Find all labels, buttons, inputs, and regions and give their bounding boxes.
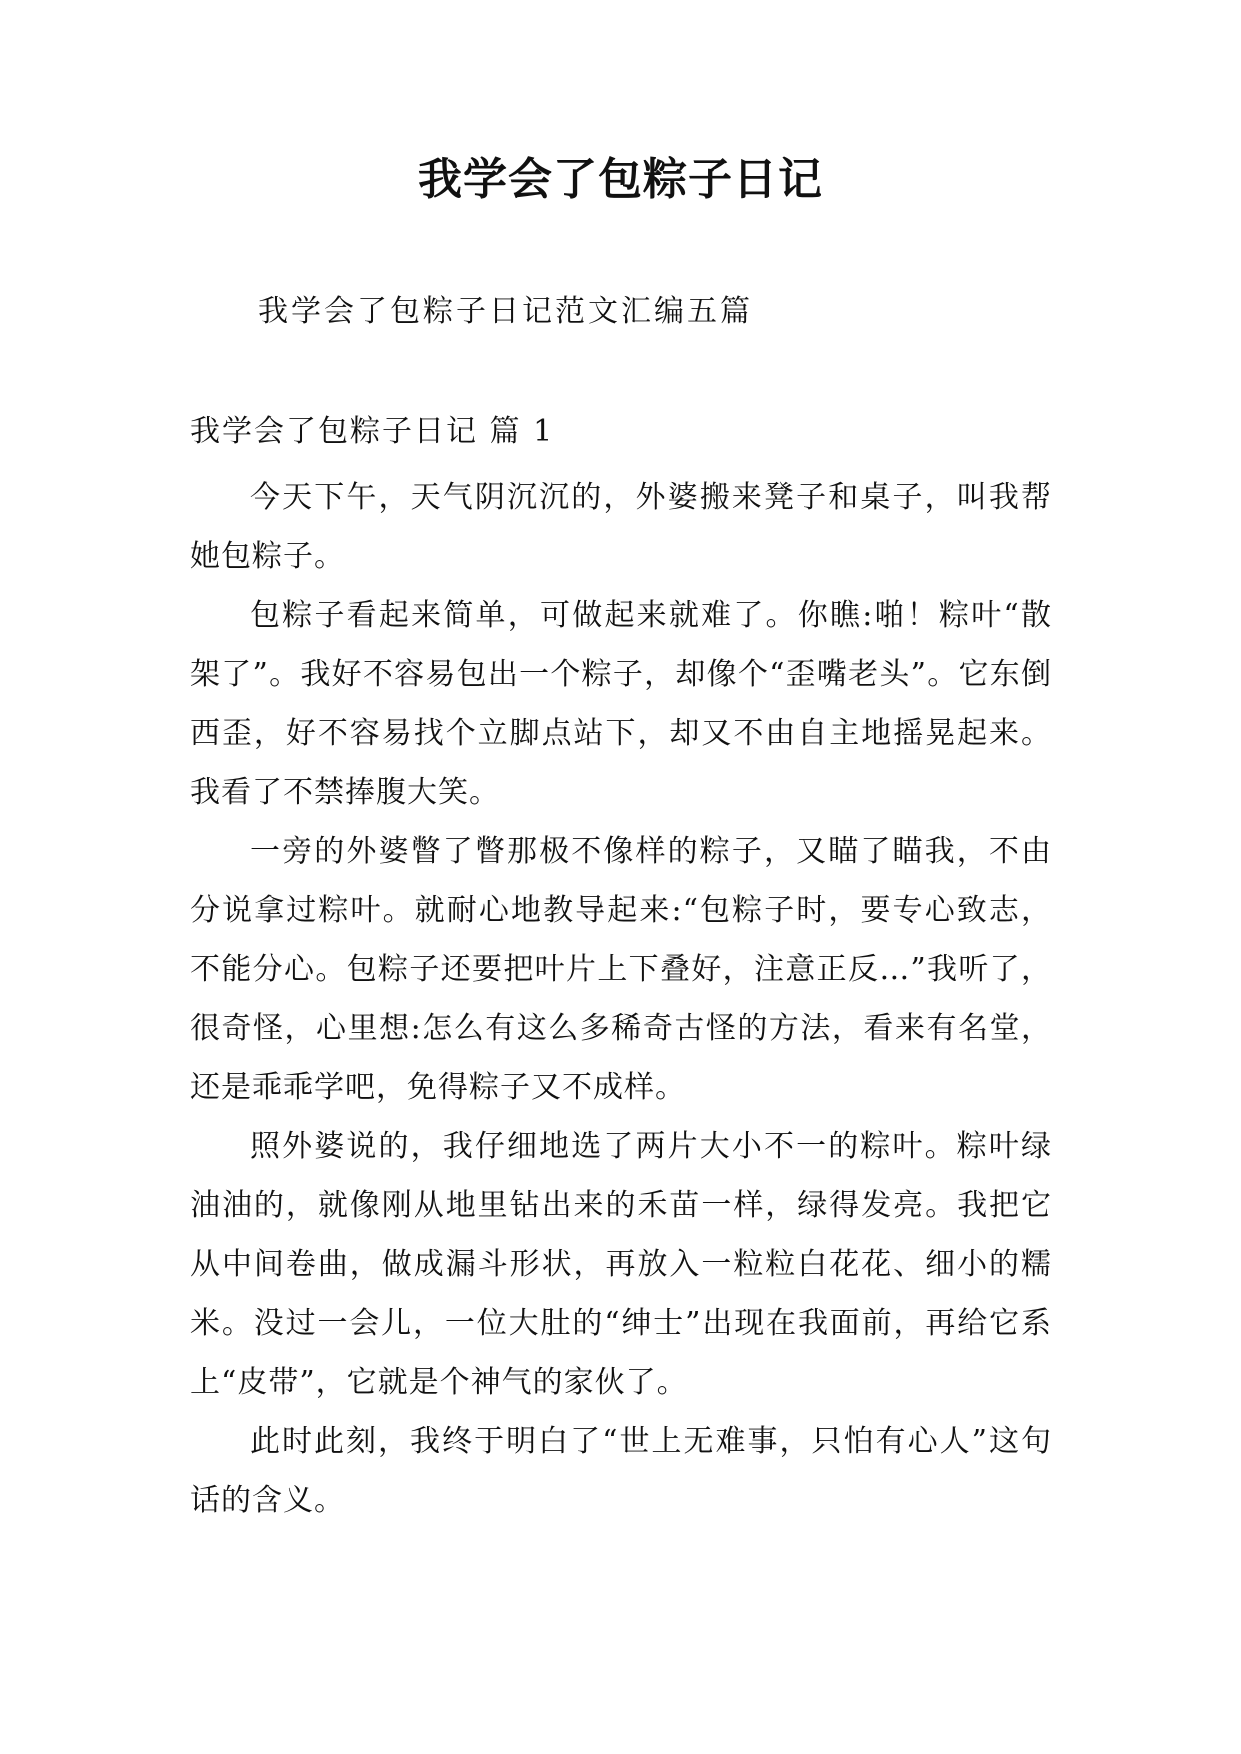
paragraph: 包粽子看起来简单，可做起来就难了。你瞧:啪！粽叶“散架了”。我好不容易包出一个粽子，却像个“歪嘴老头”。它东倒西歪，好不容易找个立脚点站下，却又不由自主地摇晃起来。我看了不禁捧腹大笑。 [190,598,1052,810]
article-body [190,468,1052,1530]
paragraph: 照外婆说的，我仔细地选了两片大小不一的粽叶。粽叶绿油油的，就像刚从地里钻出来的禾苗一样，绿得发亮。我把它从中间卷曲，做成漏斗形状，再放入一粒粒白花花、细小的糯米。没过一会儿，一位大肚的“绅士”出现在我面前，再给它系上“皮带”，它就是个神气的家伙了。 [190,1129,1052,1400]
section-heading: 我学会了包粽子日记 篇 1 [190,414,555,449]
document-subtitle: 我学会了包粽子日记范文汇编五篇 [258,294,753,329]
paragraph: 一旁的外婆瞥了瞥那极不像样的粽子，又瞄了瞄我，不由分说拿过粽叶。就耐心地教导起来:“包粽子时，要专心致志，不能分心。包粽子还要把叶片上下叠好，注意正反…”我听了，很奇怪，心里想:怎么有这么多稀奇古怪的方法，看来有名堂，还是乖乖学吧，免得粽子又不成样。 [190,834,1052,1105]
document-title: 我学会了包粽子日记 [418,154,823,205]
paragraph: 此时此刻，我终于明白了“世上无难事，只怕有心人”这句话的含义。 [190,1424,1052,1518]
paragraph: 今天下午，天气阴沉沉的，外婆搬来凳子和桌子，叫我帮她包粽子。 [190,480,1052,574]
